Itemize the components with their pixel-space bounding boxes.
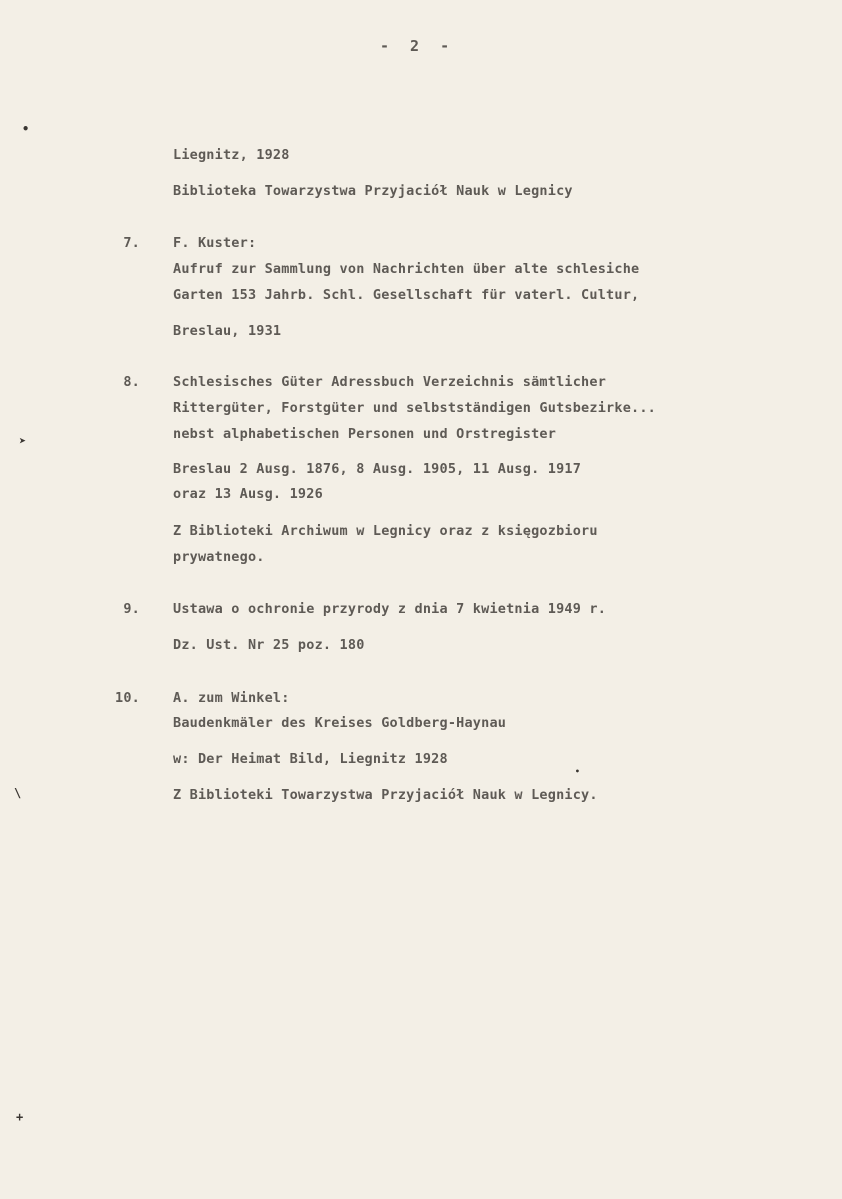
entry-7-line-3: Garten 153 Jahrb. Schl. Gesellschaft für vaterl. Cultur, (173, 287, 640, 303)
entry-7-line-2: Aufruf zur Sammlung von Nachrichten über alte schlesiche (173, 261, 640, 277)
entry-8-line-3: nebst alphabetischen Personen und Orstregister (173, 426, 557, 442)
entry-8-line-4: Breslau 2 Ausg. 1876, 8 Ausg. 1905, 11 Ausg. 1917 (173, 461, 582, 477)
entry-10-line-2: Baudenkmäler des Kreises Goldberg-Haynau (173, 715, 507, 731)
entry-8-number: 8. (123, 374, 140, 390)
entry-9-line-1: Ustawa o ochronie przyrody z dnia 7 kwietnia 1949 r. (173, 601, 607, 617)
entry-cont-line-1: Liegnitz, 1928 (173, 147, 290, 163)
entry-10-number: 10. (115, 690, 140, 706)
page-number: - 2 - (380, 37, 456, 55)
margin-arrow-mark: ➤ (19, 434, 27, 448)
entry-8-line-5: oraz 13 Ausg. 1926 (173, 486, 323, 502)
stray-dot-mark: • (575, 767, 580, 776)
entry-7-line-1: F. Kuster: (173, 235, 257, 251)
entry-9-number: 9. (123, 601, 140, 617)
entry-8-line-2: Rittergüter, Forstgüter und selbstständigen Gutsbezirke... (173, 400, 657, 416)
margin-dot-mark: • (22, 122, 30, 136)
margin-cross-mark: + (16, 1110, 24, 1124)
entry-8-line-7: prywatnego. (173, 549, 265, 565)
entry-cont-line-2: Biblioteka Towarzystwa Przyjaciół Nauk w Legnicy (173, 183, 573, 199)
margin-tick-mark: \ (14, 786, 22, 800)
entry-10-line-1: A. zum Winkel: (173, 690, 290, 706)
entry-7-line-4: Breslau, 1931 (173, 323, 282, 339)
entry-8-line-1: Schlesisches Güter Adressbuch Verzeichnis sämtlicher (173, 374, 607, 390)
entry-9-line-2: Dz. Ust. Nr 25 poz. 180 (173, 637, 365, 653)
entry-10-line-3: w: Der Heimat Bild, Liegnitz 1928 (173, 751, 448, 767)
entry-8-line-6: Z Biblioteki Archiwum w Legnicy oraz z księgozbioru (173, 523, 598, 539)
entry-7-number: 7. (123, 235, 140, 251)
entry-10-line-4: Z Biblioteki Towarzystwa Przyjaciół Nauk w Legnicy. (173, 787, 598, 803)
